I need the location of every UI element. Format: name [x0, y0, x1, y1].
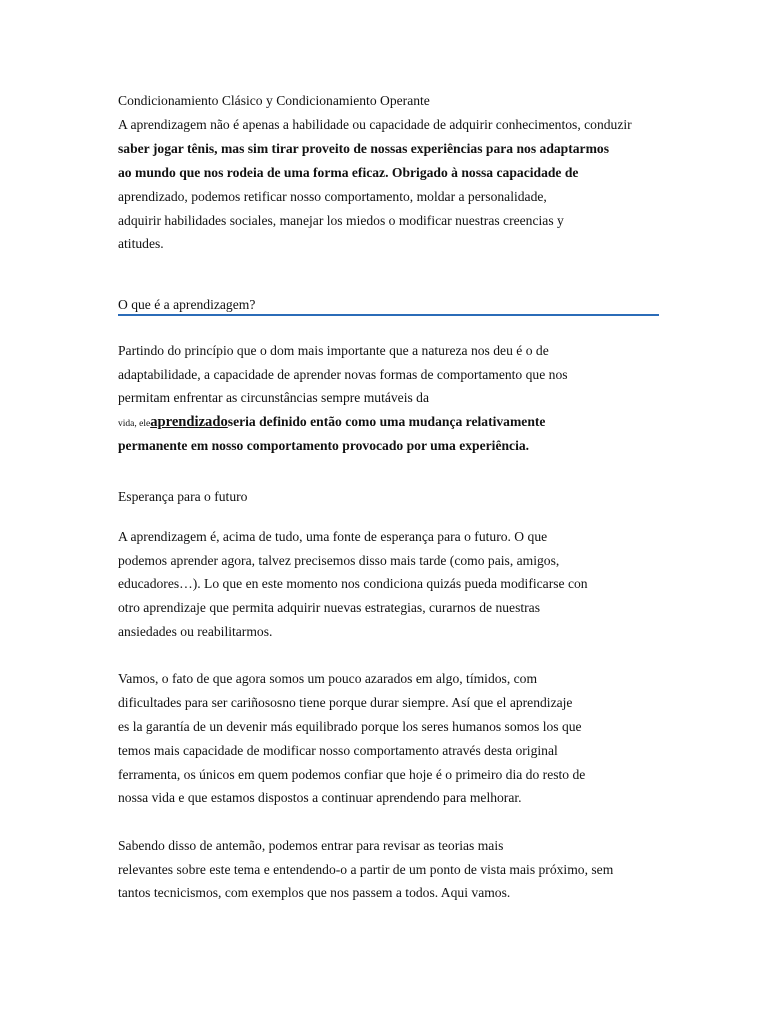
p2-line-3: es la garantía de un devenir más equilibrado porque los seres humanos somos los que	[118, 719, 582, 734]
intro-line-2: saber jogar tênis, mas sim tirar proveito de nossas experiências para nos adaptarmos	[118, 141, 610, 156]
section1-line-3: permitam enfrentar as circunstâncias sempre mutáveis da	[118, 390, 430, 405]
p2-line-6: nossa vida e que estamos dispostos a continuar aprendendo para melhorar.	[118, 790, 522, 805]
p2-line-1: Vamos, o fato de que agora somos um pouco azarados em algo, tímidos, com	[118, 671, 538, 686]
intro-line-4: aprendizado, podemos retificar nosso comportamento, moldar a personalidade,	[118, 189, 547, 204]
p2-line-5: ferramenta, os únicos em quem podemos confiar que hoje é o primeiro dia do resto de	[118, 767, 586, 782]
document-title: Condicionamiento Clásico y Condicionamiento Operante	[118, 93, 430, 108]
p3-line-3: tantos tecnicismos, com exemplos que nos passem a todos. Aqui vamos.	[118, 885, 511, 900]
intro-line-5: adquirir habilidades sociales, manejar los miedos o modificar nuestras creencias y	[118, 213, 564, 228]
section1-line-2: adaptabilidade, a capacidade de aprender novas formas de comportamento que nos	[118, 367, 568, 382]
p3-line-1: Sabendo disso de antemão, podemos entrar para revisar as teorias mais	[118, 838, 504, 853]
intro-line-3: ao mundo que nos rodeia de uma forma eficaz. Obrigado à nossa capacidade de	[118, 165, 579, 180]
p1-line-2: podemos aprender agora, talvez precisemos disso mais tarde (como pais, amigos,	[118, 553, 560, 568]
section1-line-1: Partindo do princípio que o dom mais importante que a natureza nos deu é o de	[118, 343, 549, 358]
p1-line-1: A aprendizagem é, acima de tudo, uma fonte de esperança para o futuro. O que	[118, 529, 548, 544]
intro-line-6: atitudes.	[118, 236, 164, 251]
p2-line-4: temos mais capacidade de modificar nosso comportamento através desta original	[118, 743, 558, 758]
intro-line-1: A aprendizagem não é apenas a habilidade ou capacidade de adquirir conhecimentos, conduzir	[118, 117, 632, 132]
p1-line-5: ansiedades ou reabilitarmos.	[118, 624, 273, 639]
section-heading-what-is-learning: O que é a aprendizagem?	[118, 297, 256, 312]
section-heading-hope: Esperança para o futuro	[118, 489, 248, 504]
p1-line-4: otro aprendizaje que permita adquirir nuevas estrategias, curarnos de nuestras	[118, 600, 540, 615]
heading-underline	[118, 314, 659, 316]
section1-line-4-rest: seria definido então como uma mudança relativamente	[227, 414, 546, 429]
p3-line-2: relevantes sobre este tema e entendendo-o a partir de um ponto de vista mais próximo, sem	[118, 862, 614, 877]
section1-line-5: permanente em nosso comportamento provocado por uma experiência.	[118, 438, 530, 453]
section1-line-4-term: aprendizado	[150, 414, 228, 430]
section1-line-4-prefix: vida, ele	[118, 419, 151, 429]
p1-line-3: educadores…). Lo que en este momento nos condiciona quizás pueda modificarse con	[118, 576, 588, 591]
section1-line-4	[118, 413, 545, 431]
p2-line-2: dificultades para ser cariñososno tiene porque durar siempre. Así que el aprendizaje	[118, 695, 573, 710]
